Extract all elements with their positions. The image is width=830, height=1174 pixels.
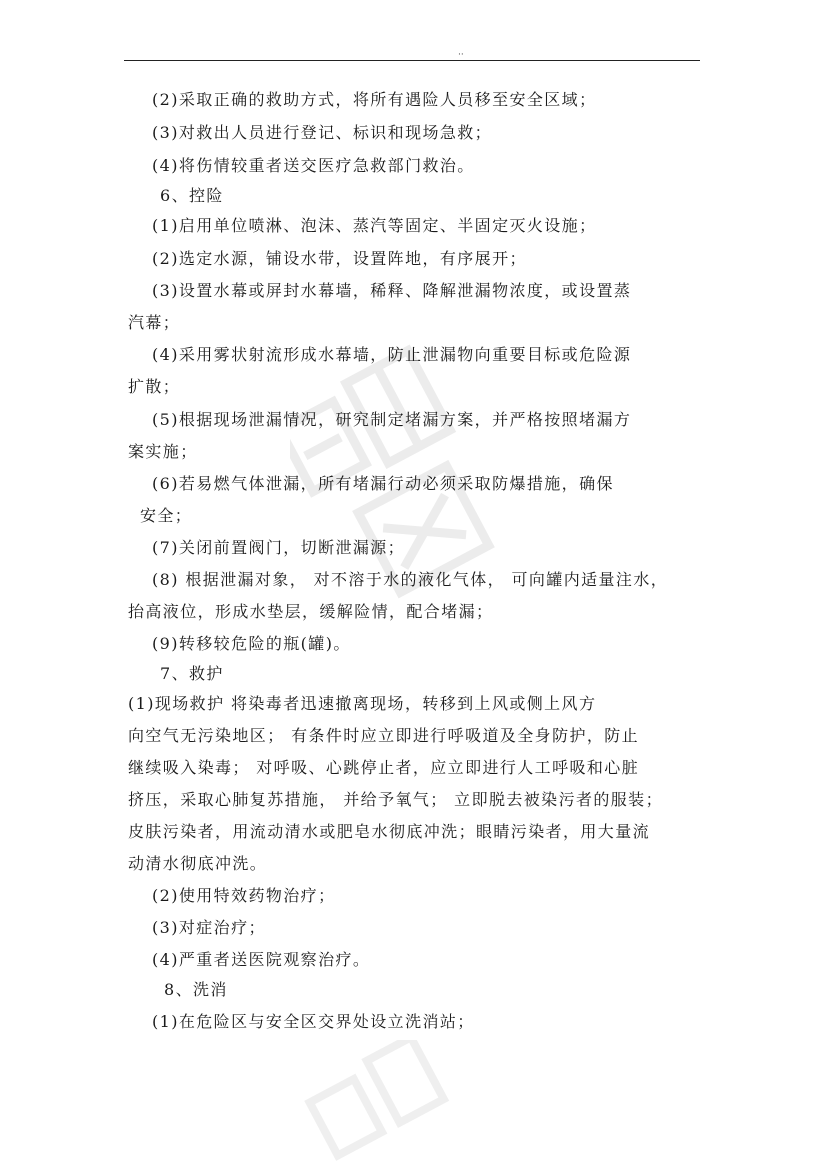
section-heading: 6、控险: [160, 186, 224, 205]
paragraph-line: (4)严重者送医院观察治疗。: [152, 950, 371, 969]
paragraph-line: (1)启用单位喷淋、泡沫、蒸汽等固定、半固定灭火设施；: [152, 216, 597, 235]
paragraph-line: (1)在危险区与安全区交界处设立洗消站；: [152, 1012, 475, 1031]
paragraph-line: 汽幕；: [128, 313, 181, 332]
section-heading: 8、洗消: [164, 980, 228, 999]
section-heading: 7、救护: [160, 664, 224, 683]
watermark-logo-bottom: [300, 1040, 460, 1174]
paragraph-line: (4)采用雾状射流形成水幕墙，防止泄漏物向重要目标或危险源: [152, 345, 632, 364]
paragraph-line: 继续吸入染毒； 对呼吸、心跳停止者，应立即进行人工呼吸和心脏: [128, 758, 640, 777]
paragraph-line: (9)转移较危险的瓶(罐)。: [152, 634, 351, 653]
paragraph-line: (7)关闭前置阀门，切断泄漏源；: [152, 538, 406, 557]
paragraph-line: (8) 根据泄漏对象， 对不溶于水的液化气体， 可向罐内适量注水，: [152, 570, 669, 589]
paragraph-line: 案实施；: [128, 442, 198, 461]
paragraph-line: (4)将伤情较重者送交医疗急救部门救治。: [152, 156, 475, 175]
paragraph-line: 挤压，采取心肺复苏措施， 并给予氧气； 立即脱去被染污者的服装；: [128, 790, 663, 809]
paragraph-line: (2)选定水源，铺设水带，设置阵地，有序展开；: [152, 249, 527, 268]
paragraph-line: 动清水彻底冲洗。: [128, 854, 268, 873]
paragraph-line: (1)现场救护 将染毒者迅速撤离现场，转移到上风或侧上风方: [128, 694, 597, 713]
paragraph-line: 扩散；: [128, 377, 181, 396]
header-mark: ··: [458, 50, 464, 60]
paragraph-line: (6)若易燃气体泄漏，所有堵漏行动必须采取防爆措施，确保: [152, 474, 614, 493]
paragraph-line: 安全；: [140, 506, 193, 525]
paragraph-line: 抬高液位，形成水垫层，缓解险情，配合堵漏；: [128, 602, 494, 621]
paragraph-line: (3)对症治疗；: [152, 918, 266, 937]
paragraph-line: (3)设置水幕或屏封水幕墙，稀释、降解泄漏物浓度，或设置蒸: [152, 281, 632, 300]
header-rule: [124, 60, 700, 61]
paragraph-line: (2)采取正确的救助方式，将所有遇险人员移至安全区域；: [152, 90, 597, 109]
paragraph-line: (2)使用特效药物治疗；: [152, 886, 336, 905]
paragraph-line: 向空气无污染地区； 有条件时应立即进行呼吸道及全身防护，防止: [128, 726, 640, 745]
paragraph-line: 皮肤污染者，用流动清水或肥皂水彻底冲洗；眼睛污染者，用大量流: [128, 822, 651, 841]
paragraph-line: (5)根据现场泄漏情况，研究制定堵漏方案，并严格按照堵漏方: [152, 410, 632, 429]
paragraph-line: (3)对救出人员进行登记、标识和现场急救；: [152, 123, 493, 142]
